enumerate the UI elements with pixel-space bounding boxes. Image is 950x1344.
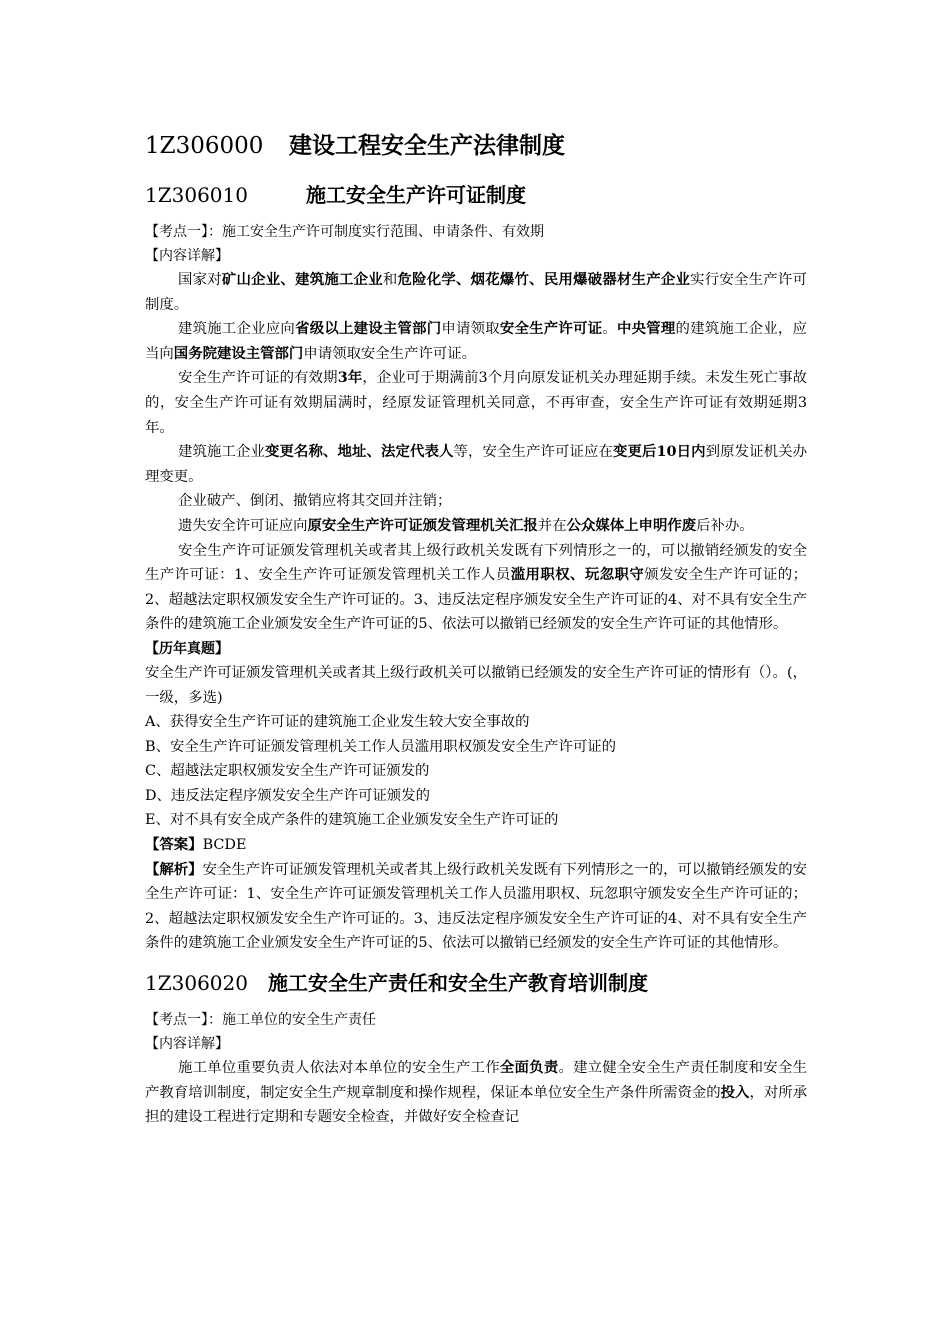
exam-label: 【历年真题】 xyxy=(145,640,229,657)
question: 安全生产许可证颁发管理机关或者其上级行政机关可以撤销已经颁发的安全生产许可证的情形有（）。(，一级，多选) xyxy=(145,664,807,706)
paragraph: 安全生产许可证颁发管理机关或者其上级行政机关发既有下列情形之一的，可以撤销经颁发的安全生产许可证：1、安全生产许可证颁发管理机关工作人员滥用职权、玩忽职守颁发安全生产许可证的；2、超越法定职权颁发安全生产许可证的。3、违反法定程序颁发安全生产许可证的4、对不具有安全生产条件的建筑施工企业颁发安全生产许可证的5、依法可以撤销已经颁发的安全生产许可证的其他情形。 xyxy=(145,542,807,633)
section-code: 1Z306010 xyxy=(145,183,248,207)
kaodian-label: 【考点一】：施工安全生产许可制度实行范围、申请条件、有效期 xyxy=(145,224,544,240)
kaodian-label: 【考点一】：施工单位的安全生产责任 xyxy=(145,1012,376,1029)
paragraph: 施工单位重要负责人依法对本单位的安全生产工作全面负责。建立健全安全生产责任制度和安全生产教育培训制度，制定安全生产规章制度和操作规程，保证本单位安全生产条件所需资金的投入，对所承担的建设工程进行定期和专题安全检查，并做好安全检查记 xyxy=(145,1059,808,1126)
paragraph: 建筑施工企业应向省级以上建设主管部门申请领取安全生产许可证。中央管理的建筑施工企业，应当向国务院建设主管部门申请领取安全生产许可证。 xyxy=(145,320,807,362)
section-code: 1Z306020 xyxy=(145,971,248,996)
section-heading-1 xyxy=(145,180,807,210)
paragraph: 国家对矿山企业、建筑施工企业和危险化学、烟花爆竹、民用爆破器材生产企业实行安全生产许可制度。 xyxy=(145,271,807,313)
chapter-code: 1Z306000 xyxy=(145,133,264,159)
chapter-title: 建设工程安全生产法律制度 xyxy=(289,132,565,159)
document-page xyxy=(145,130,807,1130)
option-a: A、获得安全生产许可证的建筑施工企业发生较大安全事故的 xyxy=(145,714,530,731)
chapter-heading xyxy=(145,130,807,162)
option-d: D、违反法定程序颁发安全生产许可证颁发的 xyxy=(145,787,430,804)
option-c: C、超越法定职权颁发安全生产许可证颁发的 xyxy=(145,763,430,780)
detail-label: 【内容详解】 xyxy=(145,248,229,264)
detail-label: 【内容详解】 xyxy=(145,1036,229,1053)
paragraph: 安全生产许可证的有效期3年，企业可于期满前3个月向原发证机关办理延期手续。未发生死亡事故的，安全生产许可证有效期届满时，经原发证管理机关同意，不再审查，安全生产许可证有效期延期3年。 xyxy=(145,369,807,436)
analysis: 【解析】安全生产许可证颁发管理机关或者其上级行政机关发既有下列情形之一的，可以撤销经颁发的安全生产许可证：1、安全生产许可证颁发管理机关工作人员滥用职权、玩忽职守颁发安全生产许可证的；2、超越法定职权颁发安全生产许可证的。3、违反法定程序颁发安全生产许可证的4、对不具有安全生产条件的建筑施工企业颁发安全生产许可证的5、依法可以撤销已经颁发的安全生产许可证的其他情形。 xyxy=(145,860,807,952)
section-title: 施工安全生产许可证制度 xyxy=(306,183,526,207)
paragraph: 企业破产、倒闭、撤销应将其交回并注销； xyxy=(178,493,452,510)
paragraph: 遗失安全许可证应向原安全生产许可证颁发管理机关汇报并在公众媒体上申明作废后补办。 xyxy=(178,516,754,534)
answer: 【答案】BCDE xyxy=(145,836,247,854)
paragraph: 建筑施工企业变更名称、地址、法定代表人等，安全生产许可证应在变更后10日内到原发证机关办理变更。 xyxy=(145,443,807,485)
option-e: E、对不具有安全成产条件的建筑施工企业颁发安全生产许可证的 xyxy=(145,812,559,829)
option-b: B、安全生产许可证颁发管理机关工作人员滥用职权颁发安全生产许可证的 xyxy=(145,738,617,755)
section-heading-2 xyxy=(145,968,807,998)
section-title: 施工安全生产责任和安全生产教育培训制度 xyxy=(268,971,648,996)
